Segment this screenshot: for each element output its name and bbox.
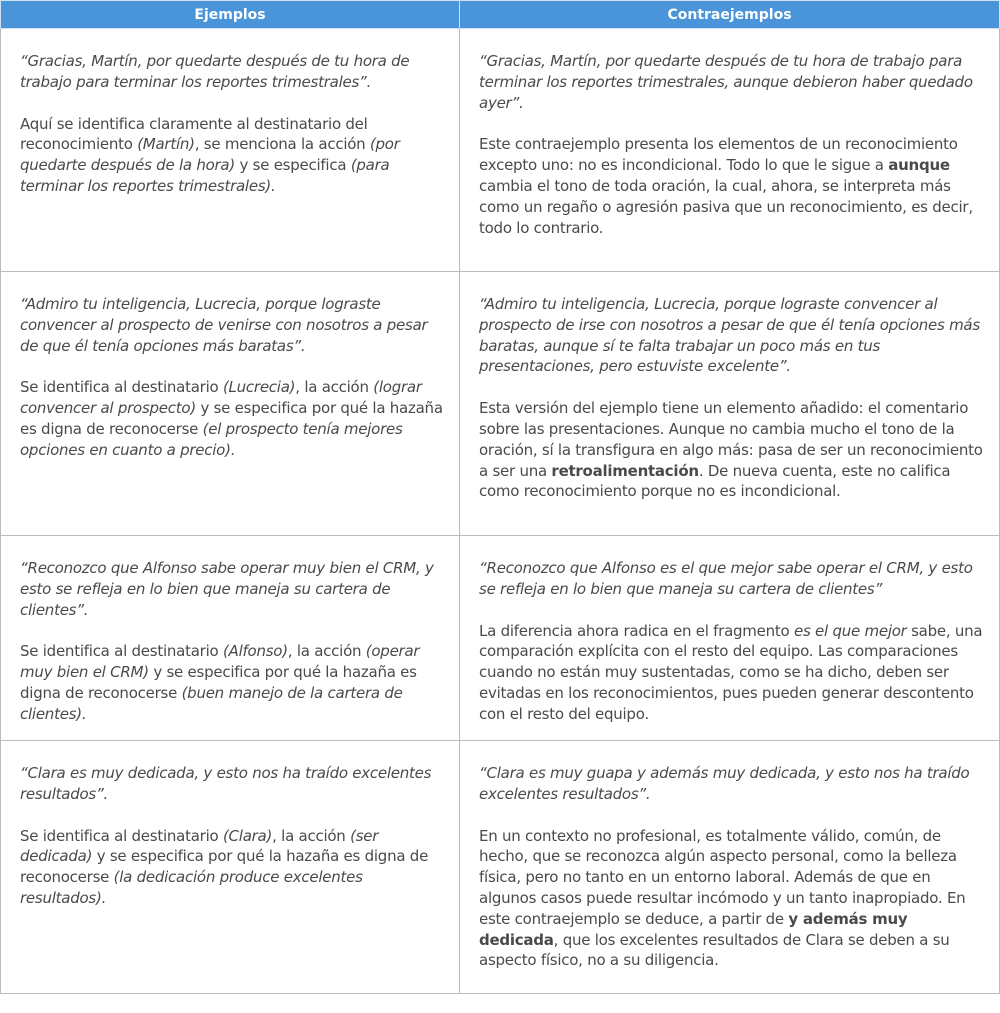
text: Se identifica al destinatario [20,826,223,845]
text: , la acción [295,378,374,397]
text: , que los excelentes resultados de Clara se deben a su aspecto físico, no a su diligencia. [479,930,950,970]
italic-text: es el que mejor [793,621,907,640]
table-row [1,272,1000,536]
counterexample-quote: “Gracias, Martín, por quedarte después de tu hora de trabajo para terminar los reportes trimestrales, aunque debieron haber quedado ayer”. [479,52,973,112]
text: sabe, una comparación explícita con el resto del equipo. Las comparaciones cuando no están muy sustentadas, como se ha dicho, deben ser evitadas en los reconocimientos, pues pueden generar descontento con el resto del equipo. [479,621,983,723]
text: y se especifica por qué la hazaña es digna de reconocerse [20,847,429,887]
table-row [1,29,1000,272]
table-row [1,741,1000,994]
example-cell [1,29,460,272]
bold-text: y además muy dedicada [479,909,908,949]
text: Aquí se identifica claramente al destinatario del reconocimiento [20,114,368,154]
italic-text: (Martín) [137,135,195,154]
text: Este contraejemplo presenta los elementos de un reconocimiento excepto uno: no es incondicional. Todo lo que le sigue a [479,135,958,175]
italic-text: (la dedicación produce excelentes resultados). [20,868,363,907]
text: y se especifica por qué la hazaña es digna de reconocerse [20,663,417,702]
example-explanation [20,114,443,197]
counterexample-cell [460,272,1000,536]
counterexample-quote: “Clara es muy guapa y además muy dedicada, y esto nos ha traído excelentes resultados”. [479,764,970,803]
text: y se especifica [234,156,351,175]
example-explanation [20,641,443,724]
counterexample-quote: “Admiro tu inteligencia, Lucrecia, porque lograste convencer al prospecto de irse con nosotros a pesar de que él tenía opciones más baratas, aunque sí te falta trabajar un poco más en tus presentaciones, pero estuviste excelente”. [479,295,980,376]
example-explanation [20,826,443,909]
table-row [1,536,1000,741]
example-cell [1,536,460,741]
italic-text: (Lucrecia) [222,378,296,397]
italic-text: (operar muy bien el CRM) [20,642,420,682]
text: , la acción [272,826,351,845]
counterexample-quote: “Reconozco que Alfonso es el que mejor sabe operar el CRM, y esto se refleja en lo bien que maneja su cartera de clientes” [479,559,973,598]
text: , se menciona la acción [194,135,370,154]
text: cambia el tono de toda oración, la cual, ahora, se interpreta más como un regaño o agresión pasiva que un reconocimiento, es decir, todo lo contrario. [479,176,973,237]
counterexample-explanation [479,621,983,725]
example-cell [1,741,460,994]
text: , la acción [287,642,366,661]
italic-text: (por quedarte después de la hora) [20,135,400,175]
italic-text: (buen manejo de la cartera de clientes). [20,683,403,723]
text: Esta versión del ejemplo tiene un elemento añadido: el comentario sobre las presentaciones. Aunque no cambia mucho el tono de la oración, sí la transfigura en algo más: pasa de ser un reconocimiento a ser una [479,399,983,480]
example-quote: “Admiro tu inteligencia, Lucrecia, porque lograste convencer al prospecto de venirse con nosotros a pesar de que él tenía opciones más baratas”. [20,295,428,355]
counterexample-cell [460,29,1000,272]
text: Se identifica al destinatario [20,642,223,661]
italic-text: (para terminar los reportes trimestrales). [20,156,390,195]
italic-text: (lograr convencer al prospecto) [20,378,422,418]
example-explanation [20,377,443,460]
text: Se identifica al destinatario [20,378,223,397]
italic-text: (Alfonso) [222,642,288,661]
text: y se especifica por qué la hazaña es digna de reconocerse [20,399,443,438]
counterexample-explanation [479,398,983,502]
text: . De nueva cuenta, este no califica como reconocimiento porque no es incondicional. [479,461,951,501]
bold-text: retroalimentación [551,461,699,480]
italic-text: (el prospecto tenía mejores opciones en cuanto a precio). [20,419,403,459]
example-cell [1,272,460,536]
counterexample-cell [460,741,1000,994]
bold-text: aunque [888,156,950,175]
header-examples: Ejemplos [1,1,460,29]
counterexample-cell [460,536,1000,741]
counterexample-explanation [479,826,983,972]
table-header-row [1,1,1000,29]
example-quote: “Reconozco que Alfonso sabe operar muy bien el CRM, y esto se refleja en lo bien que maneja su cartera de clientes”. [20,559,434,619]
text: En un contexto no profesional, es totalmente válido, común, de hecho, que se reconozca algún aspecto personal, como la belleza física, pero no tanto en un entorno laboral. Además de que en algunos casos puede resultar incómodo y un tanto inapropiado. En este contraejemplo se deduce, a partir de [479,826,966,928]
example-quote: “Gracias, Martín, por quedarte después de tu hora de trabajo para terminar los reportes trimestrales”. [20,52,410,91]
header-counterexamples: Contraejemplos [460,1,1000,29]
example-quote: “Clara es muy dedicada, y esto nos ha traído excelentes resultados”. [20,764,432,803]
italic-text: (ser dedicada) [20,826,379,866]
text: La diferencia ahora radica en el fragmento [479,621,794,640]
italic-text: (Clara) [222,826,273,845]
counterexample-explanation [479,134,983,238]
